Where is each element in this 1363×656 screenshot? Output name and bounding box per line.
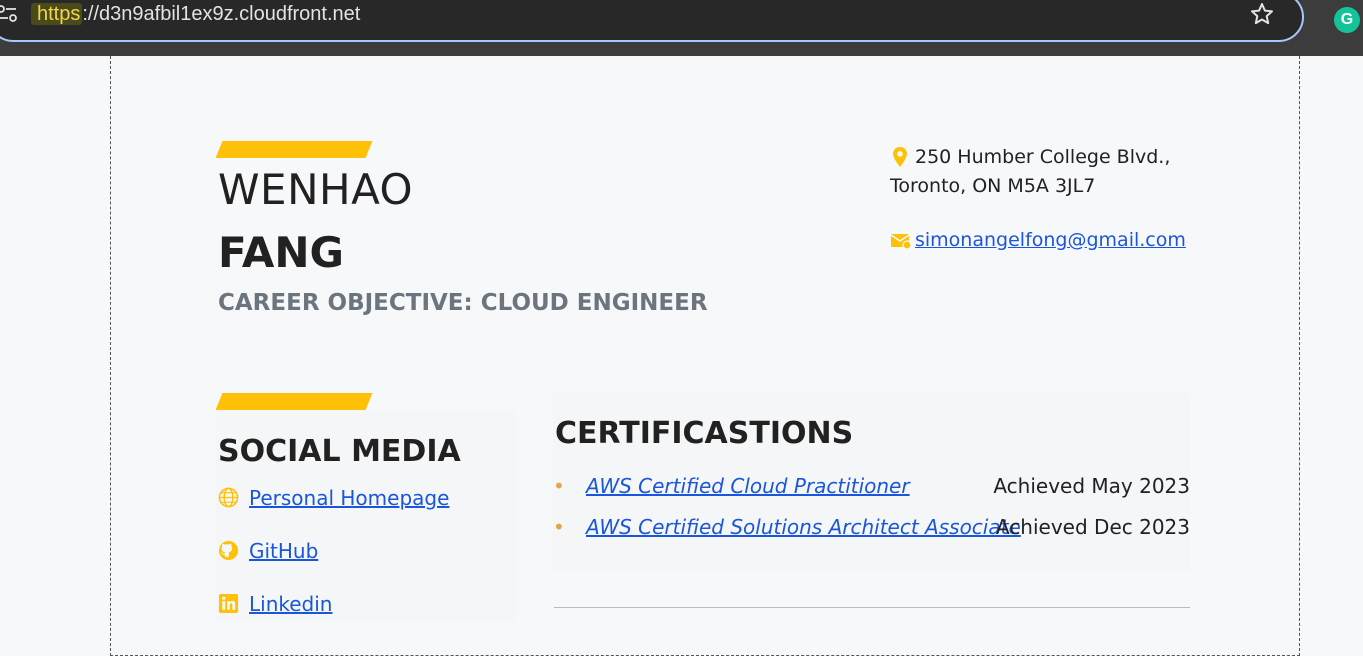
location-pin-icon bbox=[891, 146, 909, 168]
email bbox=[890, 226, 1200, 255]
certifications-title: CERTIFICASTIONS bbox=[555, 416, 854, 451]
last-name: FANG bbox=[218, 228, 344, 277]
contact-block bbox=[890, 143, 1200, 255]
cert-link-solutions-architect[interactable]: AWS Certified Solutions Architect Associate bbox=[586, 515, 1021, 539]
email-link[interactable]: simonangelfong@gmail.com bbox=[915, 229, 1186, 251]
social-item-homepage bbox=[218, 482, 449, 514]
github-link[interactable]: GitHub bbox=[249, 539, 319, 563]
address-line-2: Toronto, ON M5A 3JL7 bbox=[890, 175, 1096, 197]
cert-item bbox=[553, 511, 1190, 543]
cert-item bbox=[553, 470, 1190, 502]
social-item-github bbox=[218, 535, 449, 567]
cert-link-cloud-practitioner[interactable]: AWS Certified Cloud Practitioner bbox=[586, 474, 910, 498]
site-settings-icon[interactable] bbox=[0, 5, 17, 23]
bookmark-star-icon[interactable] bbox=[1248, 0, 1276, 28]
linkedin-link[interactable]: Linkedin bbox=[249, 592, 333, 616]
social-links-list bbox=[218, 482, 449, 641]
address bbox=[890, 143, 1200, 201]
url-text[interactable] bbox=[31, 1, 360, 27]
envelope-icon bbox=[890, 232, 912, 250]
github-icon bbox=[218, 540, 239, 561]
social-item-linkedin bbox=[218, 588, 449, 620]
section-divider bbox=[554, 607, 1190, 608]
certifications-list bbox=[553, 470, 1190, 552]
globe-icon bbox=[218, 487, 239, 508]
social-media-title: SOCIAL MEDIA bbox=[218, 434, 461, 469]
first-name: WENHAO bbox=[218, 165, 414, 214]
cert-date: Achieved Dec 2023 bbox=[995, 515, 1190, 539]
url-scheme: https bbox=[31, 3, 82, 25]
career-objective: CAREER OBJECTIVE: CLOUD ENGINEER bbox=[218, 290, 708, 316]
url-host: ://d3n9afbil1ex9z.cloudfront.net bbox=[82, 3, 361, 25]
header-accent-bar bbox=[216, 141, 373, 158]
cert-date: Achieved May 2023 bbox=[993, 474, 1190, 498]
address-line-1: 250 Humber College Blvd., bbox=[915, 146, 1171, 168]
social-accent-bar bbox=[216, 393, 373, 410]
browser-toolbar bbox=[0, 0, 1363, 56]
linkedin-icon bbox=[218, 593, 239, 614]
bullet-icon: • bbox=[553, 474, 565, 498]
address-bar[interactable] bbox=[0, 0, 1304, 42]
bullet-icon: • bbox=[553, 515, 565, 539]
grammarly-extension-icon[interactable]: G bbox=[1334, 7, 1360, 33]
personal-homepage-link[interactable]: Personal Homepage bbox=[249, 486, 450, 510]
